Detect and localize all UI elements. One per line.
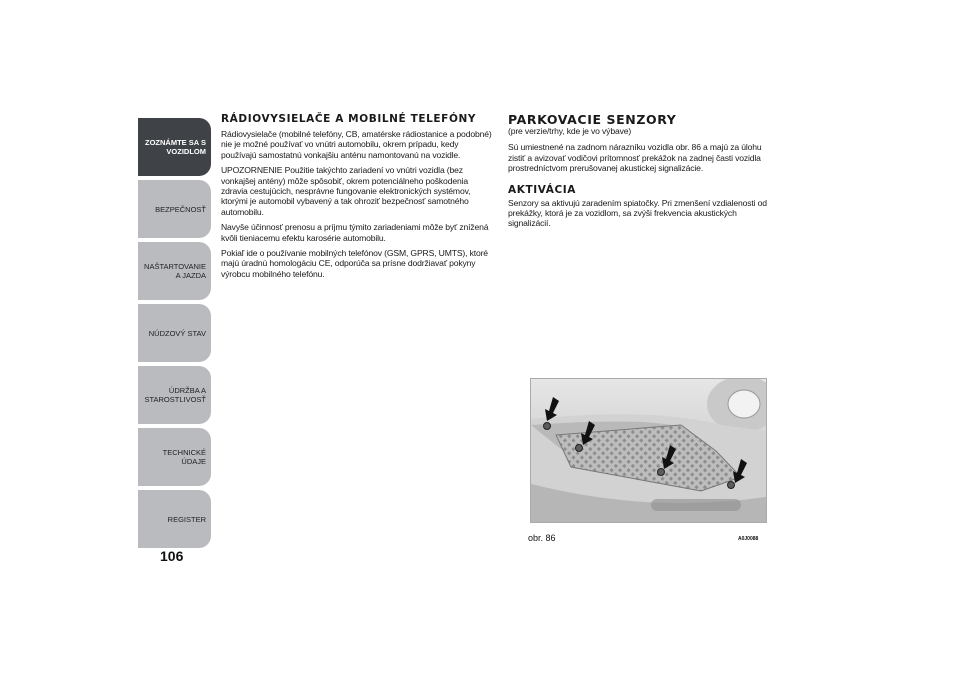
tab-technical-data[interactable] [138,428,211,486]
tab-index[interactable] [138,490,211,548]
rear-bumper-illustration [530,378,767,523]
warning-paragraph: UPOZORNENIE Použitie takýchto zariadení vo vnútri vozidla (bez vonkajšej antény) môže spôsobiť, okrem potenciálneho poškodenia zdravia cestujúcich, nesprávne fungovanie elektronických systémov, ktorými je automobil vybavený a tak ohroziť bezpečnosť samotného automobilu. [221,165,471,217]
tab-starting-driving[interactable] [138,242,211,300]
tab-label: REGISTER [167,514,206,524]
paragraph: Pokiaľ ide o používanie mobilných telefónov (GSM, GPRS, UMTS), ktoré majú úradnú homologáciu CE, odporúča sa prísne dodržiavať pokyny výrobcu mobilného telefónu. [221,248,488,279]
tab-label: NÚDZOVÝ STAV [148,328,206,338]
paragraph: Sú umiestnené na zadnom nárazníku vozidla obr. 86 a majú za úlohu zistiť a avizovať vodičovi prítomnosť prekážok na zadnej časti vozidla prostredníctvom prerušovanej akustickej signalizácie. [508,142,762,174]
tab-label: ZOZNÁMTE SA S VOZIDLOM [145,138,206,156]
paragraph: Senzory sa aktivujú zaradením spiatočky. Pri zmenšení vzdialenosti od prekážky, ktorá je za vozidlom, sa zvýši frekvencia akustických signalizácií. [508,197,767,229]
subsection-heading: AKTIVÁCIA [508,183,577,196]
paragraph: Navyše účinnosť prenosu a príjmu týmito zariadeniami môže byť znížená kvôli tieniacemu efektu karosérie automobilu. [221,222,489,243]
tab-safety[interactable] [138,180,211,238]
figure-caption: obr. 86 [528,533,556,543]
tab-label: NAŠTARTOVANIE A JAZDA [144,262,206,280]
section-subtitle: (pre verzie/trhy, kde je vo výbave) [508,126,632,136]
tab-maintenance[interactable] [138,366,211,424]
radio-transmitters-section [221,114,493,284]
parking-sensors-section [508,114,780,234]
figure-code: A0J0088 [738,536,759,542]
page-number: 106 [160,548,184,564]
chapter-sidebar [138,118,211,552]
section-heading: RÁDIOVYSIELAČE A MOBILNÉ TELEFÓNY [221,113,477,125]
tab-label: TECHNICKÉ ÚDAJE [162,448,206,466]
paragraph: Rádiovysielače (mobilné telefóny, CB, amatérske rádiostanice a podobné) nie je možné používať vo vnútri automobilu, okrem prípadu, kedy používajú samostatnú vonkajšiu anténu namontovanú na vozidle. [221,129,492,160]
tab-emergency[interactable] [138,304,211,362]
bumper-drawing [531,379,766,522]
tab-label: BEZPEČNOSŤ [155,204,206,214]
section-heading: PARKOVACIE SENZORY [508,112,677,127]
tab-getting-to-know[interactable] [138,118,211,176]
tab-label: ÚDRŽBA A STAROSTLIVOSŤ [144,386,206,404]
